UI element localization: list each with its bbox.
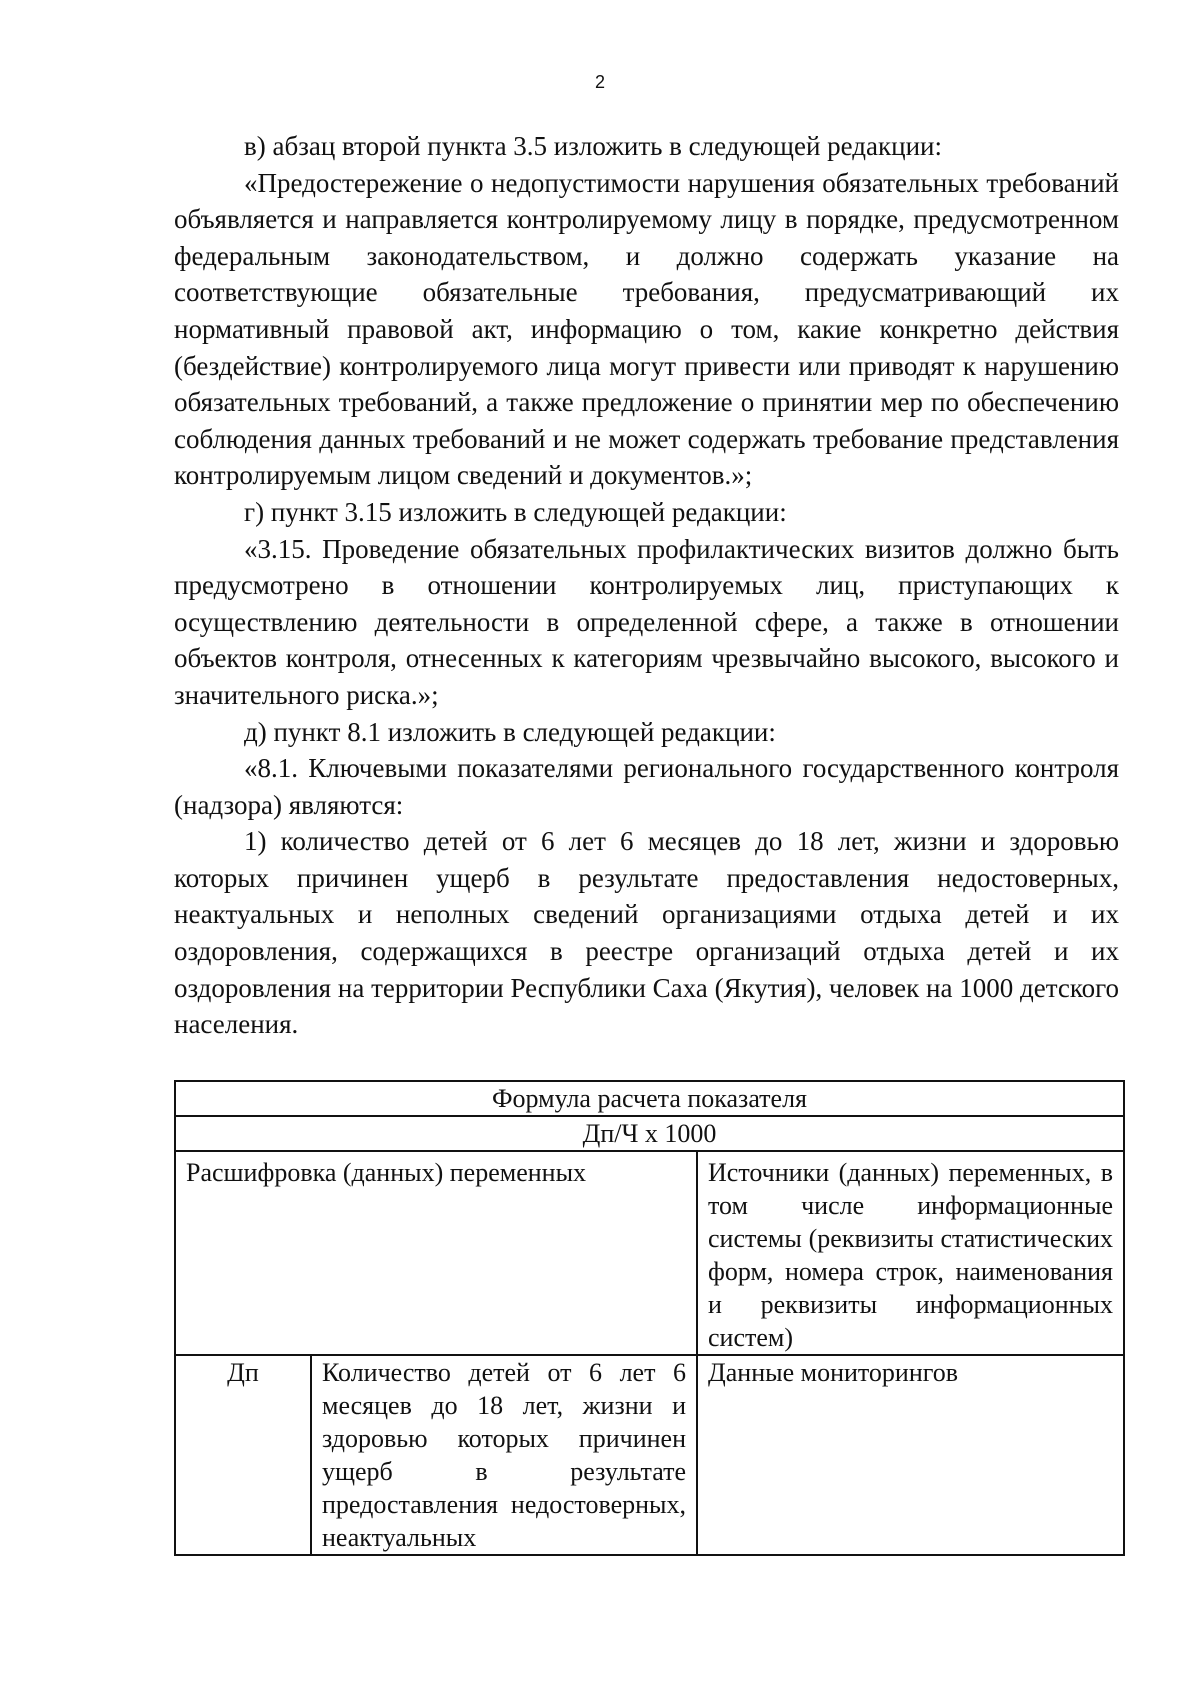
variable-description-cell: Количество детей от 6 лет 6 месяцев до 18 лет, жизни и здоровью которых причинен ущерб в результате предоставления недостоверных, неактуальных [311, 1355, 697, 1555]
formula-label-row [175, 1081, 1124, 1116]
paragraph-amendment-d: д) пункт 8.1 изложить в следующей редакции: [244, 716, 776, 747]
paragraph-item-3-15: «3.15. Проведение обязательных профилактических визитов должно быть предусмотрено в отношении контролируемых лиц, приступающих к осуществлению деятельности в определенной сфере, а также в отношении объектов контроля, отнесенных к категориям чрезвычайно высокого, высокого и значительного риска.»; [174, 533, 1119, 710]
sources-header-cell: Источники (данных) переменных, в том числе информационные системы (реквизиты статистических форм, номера строк, наименования и реквизиты информационных систем) [697, 1151, 1124, 1355]
formula-table [174, 1080, 1125, 1556]
variables-header-cell: Расшифровка (данных) переменных [175, 1151, 697, 1355]
formula-cell: Дп/Ч х 1000 [175, 1116, 1124, 1151]
paragraph-amendment-g: г) пункт 3.15 изложить в следующей редакции: [244, 496, 787, 527]
paragraph-indicator-1: 1) количество детей от 6 лет 6 месяцев до 18 лет, жизни и здоровью которых причинен ущерб в результате предоставления недостоверных, неактуальных и неполных сведений организациями отдыха детей и их оздоровления, содержащихся в реестре организаций отдыха детей и их оздоровления на территории Республики Саха (Якутия), человек на 1000 детского населения. [174, 826, 1119, 1040]
paragraph-warning-text: «Предостережение о недопустимости нарушения обязательных требований объявляется и направляется контролируемому лицу в порядке, предусмотренном федеральным законодательством, и должно содержать указание на соответствующие обязательные требования, предусматривающий их нормативный правовой акт, информацию о том, какие конкретно действия (бездействие) контролируемого лица могут привести или приводят к нарушению обязательных требований, а также предложение о принятии мер по обеспечению соблюдения данных требований и не может содержать требование представления контролируемым лицом сведений и документов.»; [174, 167, 1119, 491]
variable-name-cell: Дп [175, 1355, 311, 1555]
formula-row [175, 1116, 1124, 1151]
table-row [175, 1355, 1124, 1555]
page-number: 2 [594, 72, 605, 92]
formula-label-cell: Формула расчета показателя [175, 1081, 1124, 1116]
variable-source-cell: Данные мониторингов [697, 1355, 1124, 1555]
paragraph-item-8-1: «8.1. Ключевыми показателями регионального государственного контроля (надзора) являются: [174, 753, 1119, 820]
paragraph-amendment-v: в) абзац второй пункта 3.5 изложить в следующей редакции: [244, 131, 942, 161]
document-body [174, 128, 1119, 1043]
columns-header-row [175, 1151, 1124, 1355]
